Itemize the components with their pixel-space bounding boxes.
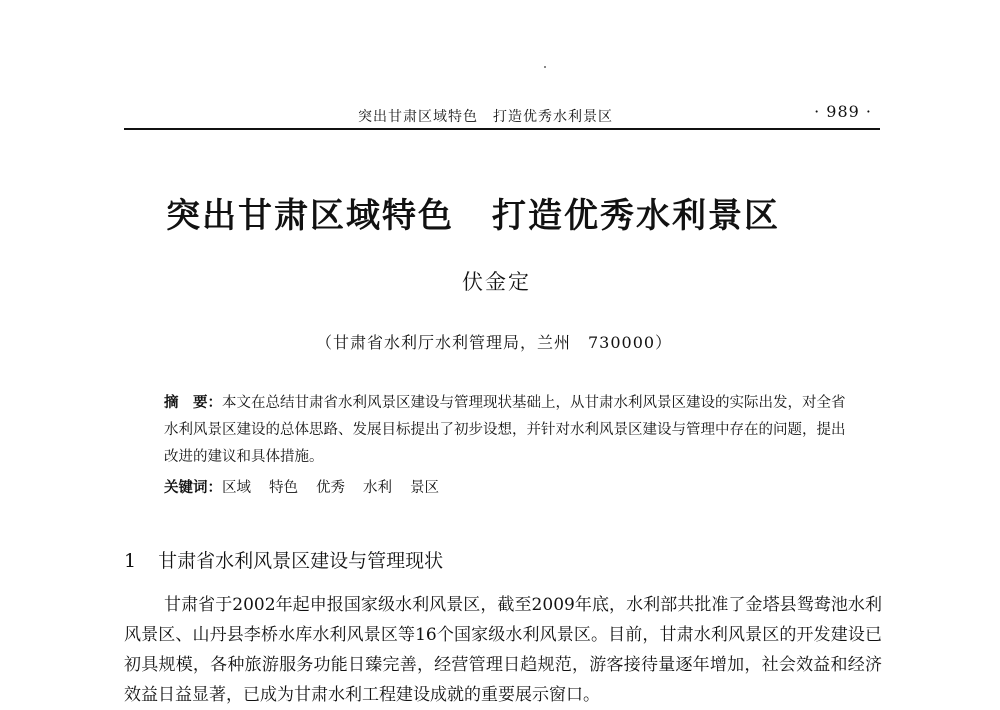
article-title bbox=[166, 188, 780, 237]
abstract-text: 本文在总结甘肃省水利风景区建设与管理现状基础上，从甘肃水利风景区建设的实际出发，对全省水利风景区建设的总体思路、发展目标提出了初步设想，并针对水利风景区建设与管理中存在的问题，提出改进的建议和具体措施。 bbox=[164, 395, 846, 465]
body-paragraph: 甘肃省于2002年起申报国家级水利风景区，截至2009年底，水利部共批准了金塔县鸳鸯池水利风景区、山丹县李桥水库水利风景区等16个国家级水利风景区。目前，甘肃水利风景区的开发建设已初具规模，各种旅游服务功能日臻完善，经营管理日趋规范，游客接待量逐年增加，社会效益和经济效益日益显著，已成为甘肃水利工程建设成就的重要展示窗口。 bbox=[124, 595, 882, 705]
running-title: 突出甘肃区域特色 打造优秀水利景区 bbox=[358, 109, 613, 125]
header-rule bbox=[124, 128, 880, 130]
article-title-part1: 突出甘肃区域特色 bbox=[166, 196, 454, 236]
section-title: 甘肃省水利风景区建设与管理现状 bbox=[158, 550, 444, 572]
keywords bbox=[164, 476, 457, 497]
article-title-part2: 打造优秀水利景区 bbox=[492, 196, 780, 236]
abstract-label: 摘 要： bbox=[164, 395, 222, 411]
keyword-item: 水利 bbox=[363, 480, 392, 496]
keywords-label: 关键词： bbox=[164, 480, 222, 496]
author-affiliation: （甘肃省水利厅水利管理局，兰州 730000） bbox=[316, 333, 673, 352]
keyword-item: 区域 bbox=[222, 480, 251, 496]
author-name: 伏金定 bbox=[462, 270, 531, 294]
section-number: 1 bbox=[124, 550, 137, 572]
keyword-item: 景区 bbox=[410, 480, 439, 496]
page-number: · 989 · bbox=[814, 102, 872, 121]
running-head bbox=[124, 100, 880, 130]
scan-speck bbox=[544, 66, 546, 68]
abstract bbox=[164, 390, 848, 471]
keyword-item: 特色 bbox=[269, 480, 298, 496]
section-heading bbox=[124, 546, 443, 573]
keyword-item: 优秀 bbox=[316, 480, 345, 496]
